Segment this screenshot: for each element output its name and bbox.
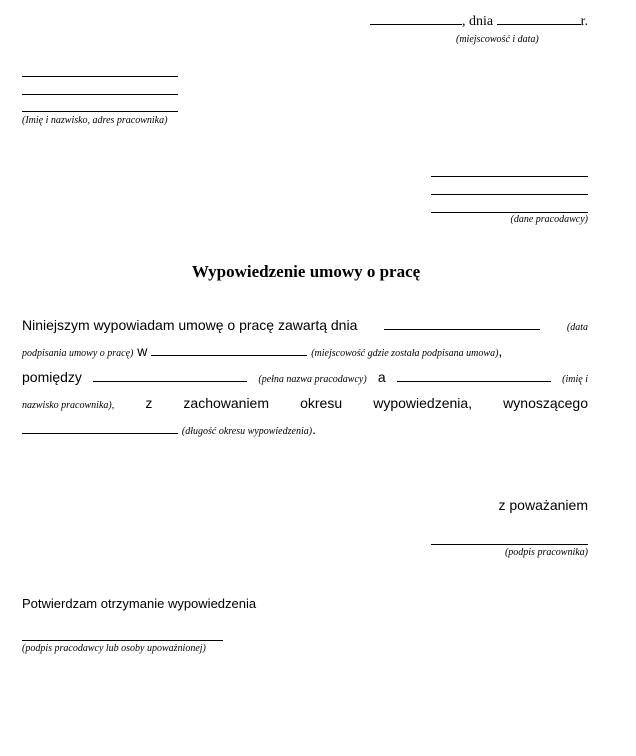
contract-date-hint-cont: podpisania umowy o pracę) [22, 348, 134, 359]
date-blank[interactable] [497, 12, 581, 25]
notice-period-hint: (długość okresu wypowiedzenia) [181, 426, 313, 437]
employee-name-blank[interactable] [397, 369, 551, 382]
employee-name-hint: (imię i [562, 374, 588, 385]
body-line-3 [22, 364, 588, 390]
employee-signature-caption: (podpis pracownika) [504, 547, 588, 558]
line2-comma: , [498, 343, 503, 359]
line5-period: . [312, 421, 316, 437]
employee-line-2[interactable] [22, 94, 178, 95]
body-intro-text: Niniejszym wypowiadam umowę o pracę zawartą dnia [22, 317, 358, 333]
employer-name-hint: (pełna nazwa pracodawcy) [258, 374, 367, 385]
employer-name-blank[interactable] [93, 369, 247, 382]
line4-word: wynoszącego [503, 395, 588, 411]
employee-line-3[interactable] [22, 111, 178, 112]
regards-text: z poważaniem [498, 497, 588, 513]
employer-line-3[interactable] [431, 212, 588, 213]
place-blank[interactable] [370, 12, 462, 25]
body-line-2 [22, 338, 588, 364]
contract-date-blank[interactable] [384, 317, 540, 330]
line4-word: wypowiedzenia, [373, 395, 473, 411]
line4-word: z [145, 395, 153, 411]
place-date-line [370, 12, 588, 30]
contract-date-hint: (data [566, 322, 588, 333]
employee-signature-line[interactable] [431, 544, 588, 545]
employer-signature-caption: (podpis pracodawcy lub osoby upoważnionej) [22, 643, 206, 654]
place-date-label: , dnia [462, 14, 494, 29]
year-suffix: r. [580, 14, 588, 29]
contract-place-blank[interactable] [151, 343, 307, 356]
employer-line-1[interactable] [431, 176, 588, 177]
confirmation-text: Potwierdzam otrzymanie wypowiedzenia [22, 596, 257, 611]
word-between: pomiędzy [22, 369, 82, 385]
line4-word: zachowaniem [183, 395, 270, 411]
body-line-1 [22, 312, 588, 338]
body-line-4 [22, 390, 588, 416]
employee-name-hint-cont: nazwisko pracownika), [22, 400, 115, 411]
employee-line-1[interactable] [22, 76, 178, 77]
contract-place-hint: (miejscowość gdzie została podpisana umowa) [311, 348, 499, 359]
word-w: w [137, 343, 148, 359]
line4-word: okresu [300, 395, 343, 411]
employer-line-2[interactable] [431, 194, 588, 195]
body-line-5 [22, 416, 588, 442]
employer-caption: (dane pracodawcy) [510, 214, 588, 225]
employer-signature-line[interactable] [22, 640, 223, 641]
document-title: Wypowiedzenie umowy o pracę [191, 262, 421, 281]
word-a: a [377, 369, 386, 385]
notice-period-blank[interactable] [22, 421, 178, 434]
place-date-caption: (miejscowość i data) [456, 34, 539, 45]
employee-caption: (Imię i nazwisko, adres pracownika) [22, 115, 168, 126]
